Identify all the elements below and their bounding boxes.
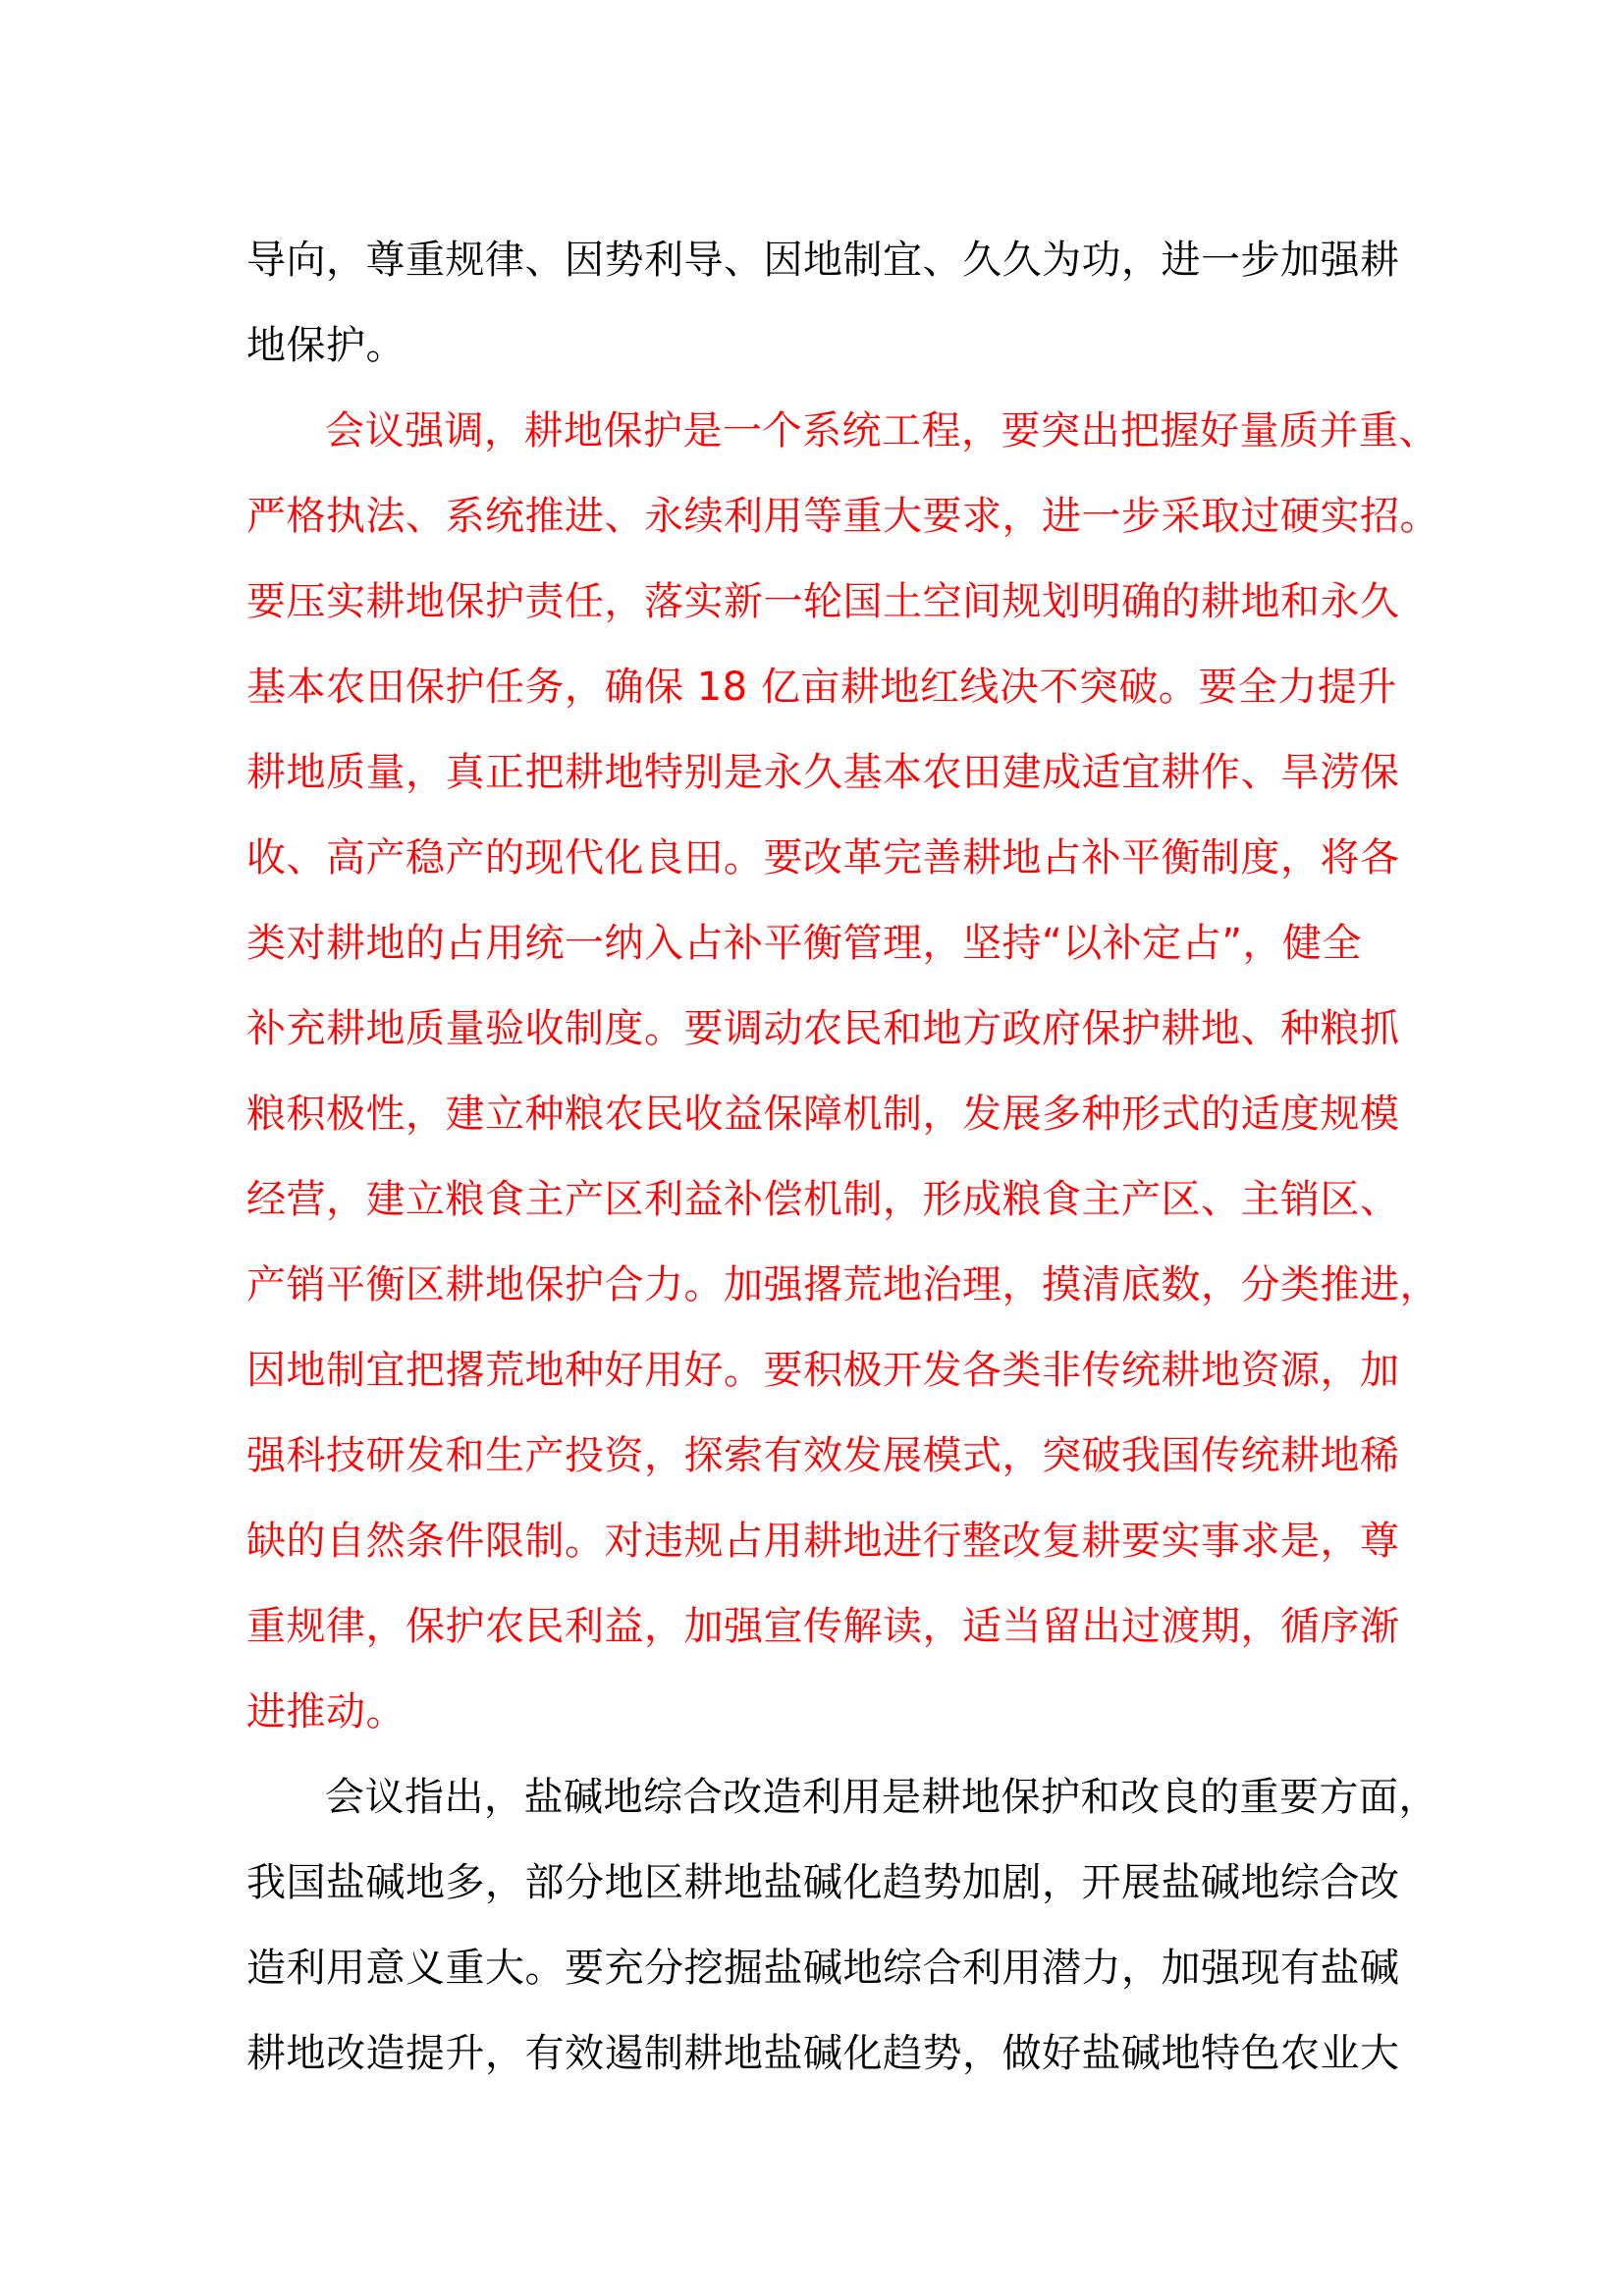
paragraph-2-line-3: 要压实耕地保护责任，落实新一轮国土空间规划明确的耕地和永久 [246,579,1400,624]
paragraph-2-line-10: 经营，建立粮食主产区利益补偿机制，形成粮食主产区、主销区、 [246,1177,1400,1222]
paragraph-2-line-14: 缺的自然条件限制。对违规占用耕地进行整改复耕要实事求是，尊 [246,1519,1400,1564]
paragraph-2-line-7: 类对耕地的占用统一纳入占补平衡管理，坚持“以补定占”，健全 [246,921,1362,966]
paragraph-2-line-2: 严格执法、系统推进、永续利用等重大要求，进一步采取过硬实招。 [246,494,1439,539]
paragraph-2-line-8: 补充耕地质量验收制度。要调动农民和地方政府保护耕地、种粮抓 [246,1006,1400,1051]
paragraph-2-line-4: 基本农田保护任务，确保 18 亿亩耕地红线决不突破。要全力提升 [246,665,1397,710]
paragraph-1 [246,218,1405,389]
paragraph-3-line-4: 耕地改造提升，有效遏制耕地盐碱化趋势，做好盐碱地特色农业大 [246,2031,1400,2076]
paragraph-2-line-12: 因地制宜把撂荒地种好用好。要积极开发各类非传统耕地资源，加 [246,1348,1400,1393]
paragraph-2-line-6: 收、高产稳产的现代化良田。要改革完善耕地占补平衡制度，将各 [246,835,1400,881]
paragraph-3 [246,1755,1438,2097]
paragraph-1-line-2: 地保护。 [246,323,406,368]
paragraph-3-line-1: 会议指出，盐碱地综合改造利用是耕地保护和改良的重要方面， [325,1775,1438,1820]
document-body [246,218,1439,2097]
paragraph-2-line-1: 会议强调，耕地保护是一个系统工程，要突出把握好量质并重、 [325,408,1438,454]
paragraph-2-line-16: 进推动。 [246,1689,406,1735]
paragraph-2-line-15: 重规律，保护农民利益，加强宣传解读，适当留出过渡期，循序渐 [246,1604,1400,1649]
paragraph-3-line-2: 我国盐碱地多，部分地区耕地盐碱化趋势加剧，开展盐碱地综合改 [246,1860,1400,1905]
paragraph-2 [246,389,1439,1755]
paragraph-3-line-3: 造利用意义重大。要充分挖掘盐碱地综合利用潜力，加强现有盐碱 [246,1946,1400,1991]
paragraph-2-line-13: 强科技研发和生产投资，探索有效发展模式，突破我国传统耕地稀 [246,1433,1400,1478]
paragraph-1-line-1: 导向，尊重规律、因势利导、因地制宜、久久为功，进一步加强耕 [246,238,1400,283]
paragraph-2-line-9: 粮积极性，建立种粮农民收益保障机制，发展多种形式的适度规模 [246,1092,1400,1137]
paragraph-2-line-5: 耕地质量，真正把耕地特别是永久基本农田建成适宜耕作、旱涝保 [246,750,1400,795]
paragraph-2-line-11: 产销平衡区耕地保护合力。加强撂荒地治理，摸清底数，分类推进， [246,1262,1439,1308]
